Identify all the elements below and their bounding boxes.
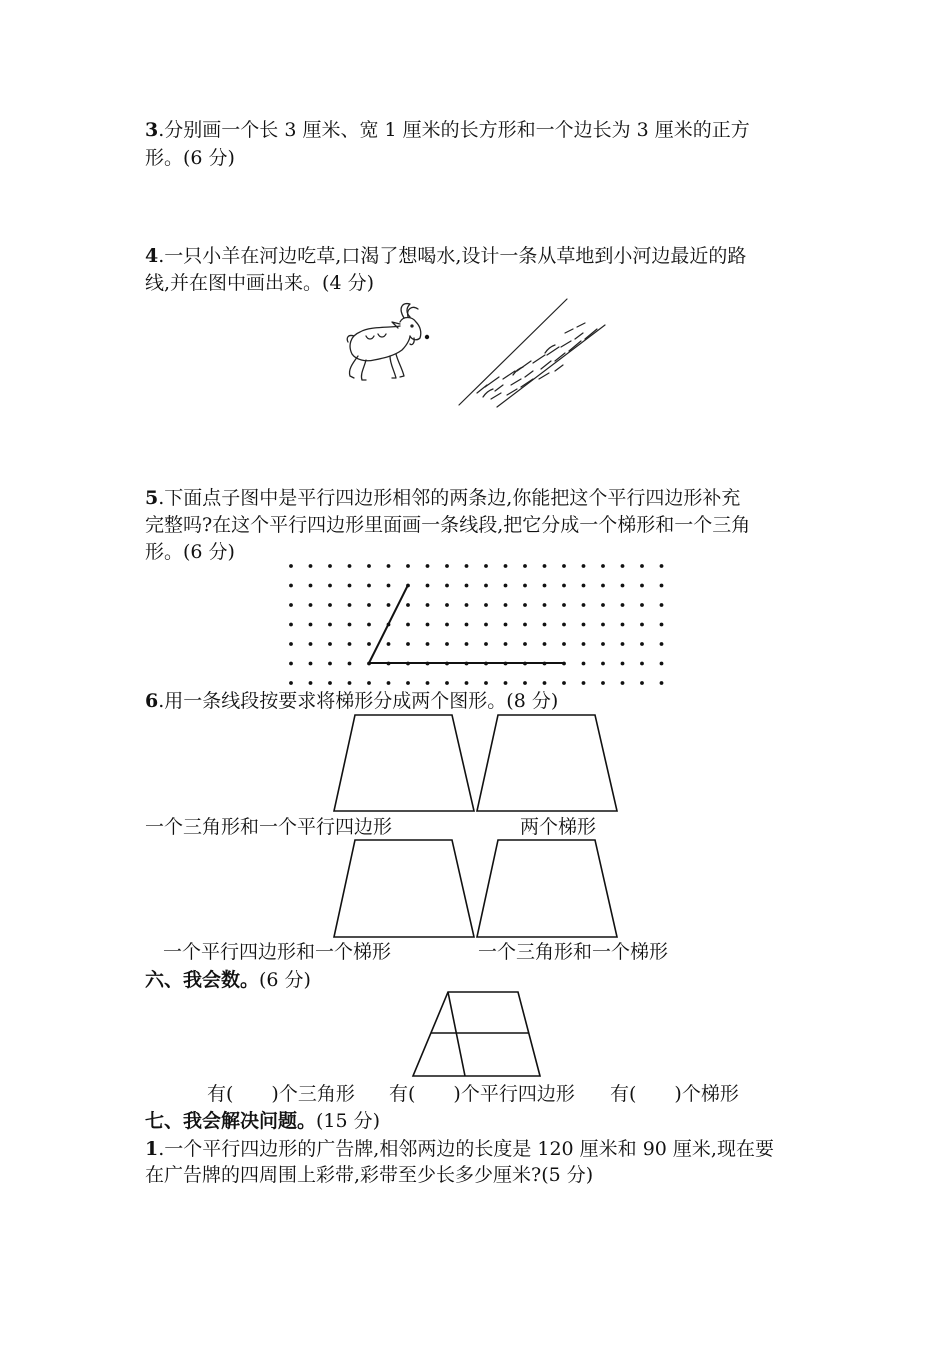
grid-dot — [387, 584, 391, 588]
grid-dot — [328, 564, 332, 568]
q6-label-1: 一个三角形和一个平行四边形 — [145, 816, 393, 838]
q6-label-2: 两个梯形 — [520, 816, 597, 838]
count-parallelograms: 有( )个平行四边形 — [389, 1083, 575, 1105]
grid-dot — [348, 681, 352, 685]
q5-line1: 5.下面点子图中是平行四边形相邻的两条边,你能把这个平行四边形补充 — [145, 487, 741, 509]
q4-line1: 4.一只小羊在河边吃草,口渴了想喝水,设计一条从草地到小河边最近的路 — [145, 245, 747, 267]
section7-heading: 七、我会解决问题。(15 分) — [145, 1110, 381, 1132]
grid-dot — [348, 662, 352, 666]
grid-dot — [289, 623, 293, 627]
grid-dot — [484, 564, 488, 568]
grid-dot — [328, 681, 332, 685]
grid-dot — [445, 681, 449, 685]
grid-dot — [601, 642, 605, 646]
grid-dot — [660, 642, 664, 646]
grid-dot — [621, 662, 625, 666]
grid-dot — [582, 681, 586, 685]
grid-dot — [543, 642, 547, 646]
grid-dot — [504, 584, 508, 588]
grid-dot — [621, 603, 625, 607]
grid-dot — [562, 623, 566, 627]
grid-dot — [348, 603, 352, 607]
parallelogram-slant-side — [369, 585, 408, 663]
grid-dot — [543, 681, 547, 685]
grid-dot — [328, 662, 332, 666]
river-illustration — [455, 295, 610, 410]
trapezoid-1 — [333, 714, 476, 812]
grid-dot — [601, 623, 605, 627]
grid-dot — [484, 642, 488, 646]
grid-dot — [426, 584, 430, 588]
grid-dot — [562, 564, 566, 568]
grid-dot — [426, 564, 430, 568]
grid-dot — [289, 584, 293, 588]
count-trapezoids: 有( )个梯形 — [610, 1083, 739, 1105]
grid-dot — [484, 681, 488, 685]
grid-dot — [543, 584, 547, 588]
grid-dot — [367, 642, 371, 646]
s7-q1-line2: 在广告牌的四周围上彩带,彩带至少长多少厘米?(5 分) — [145, 1164, 594, 1186]
grid-dot — [523, 584, 527, 588]
grid-dot — [523, 603, 527, 607]
grid-dot — [309, 642, 313, 646]
grid-dot — [660, 603, 664, 607]
grid-dot — [289, 642, 293, 646]
grid-dot — [309, 623, 313, 627]
grid-dot — [660, 662, 664, 666]
grid-dot — [465, 681, 469, 685]
grid-dot — [406, 623, 410, 627]
grid-dot — [445, 623, 449, 627]
grid-dot — [660, 623, 664, 627]
grid-dot — [660, 564, 664, 568]
grid-dot — [387, 564, 391, 568]
grid-dot — [640, 603, 644, 607]
grid-dot — [582, 584, 586, 588]
grid-dot — [289, 681, 293, 685]
grid-dot — [289, 564, 293, 568]
grid-dot — [367, 564, 371, 568]
grid-dot — [523, 642, 527, 646]
goat-illustration — [340, 300, 440, 385]
grid-dot — [640, 681, 644, 685]
grid-dot — [445, 642, 449, 646]
goat-point — [425, 335, 429, 339]
grid-dot — [562, 603, 566, 607]
grid-dot — [426, 642, 430, 646]
grid-dot — [309, 662, 313, 666]
grid-dot — [328, 584, 332, 588]
q6-line1: 6.用一条线段按要求将梯形分成两个图形。(8 分) — [145, 690, 559, 712]
q6-label-3: 一个平行四边形和一个梯形 — [163, 941, 392, 963]
grid-dot — [621, 681, 625, 685]
grid-dot — [582, 564, 586, 568]
grid-dot — [445, 603, 449, 607]
grid-dot — [543, 603, 547, 607]
q5-line2: 完整吗?在这个平行四边形里面画一条线段,把它分成一个梯形和一个三角 — [145, 514, 751, 536]
grid-dot — [465, 623, 469, 627]
grid-dot — [289, 603, 293, 607]
grid-dot — [465, 584, 469, 588]
q3-line2: 形。(6 分) — [145, 147, 235, 169]
grid-dot — [406, 603, 410, 607]
grid-dot — [406, 564, 410, 568]
grid-dot — [445, 564, 449, 568]
grid-dot — [465, 564, 469, 568]
grid-dot — [367, 603, 371, 607]
grid-dot — [523, 564, 527, 568]
section6-heading: 六、我会数。(6 分) — [145, 969, 311, 991]
grid-dot — [640, 623, 644, 627]
grid-dot — [465, 603, 469, 607]
grid-dot — [582, 642, 586, 646]
grid-dot — [640, 584, 644, 588]
grid-dot — [601, 681, 605, 685]
grid-dot — [640, 564, 644, 568]
grid-dot — [367, 584, 371, 588]
grid-dot — [562, 642, 566, 646]
grid-dot — [348, 564, 352, 568]
trapezoid-4 — [476, 839, 619, 938]
grid-dot — [445, 584, 449, 588]
grid-dot — [504, 681, 508, 685]
grid-dot — [426, 603, 430, 607]
grid-dot — [289, 662, 293, 666]
grid-dot — [582, 603, 586, 607]
grid-dot — [640, 662, 644, 666]
grid-dot — [406, 642, 410, 646]
grid-dot — [348, 642, 352, 646]
grid-dot — [387, 681, 391, 685]
grid-dot — [621, 642, 625, 646]
counting-figure — [412, 991, 542, 1077]
grid-dot — [523, 623, 527, 627]
grid-dot — [601, 564, 605, 568]
grid-dot — [582, 623, 586, 627]
grid-dot — [484, 584, 488, 588]
s7-q1-line1: 1.一个平行四边形的广告牌,相邻两边的长度是 120 厘米和 90 厘米,现在要 — [145, 1138, 774, 1160]
grid-dot — [601, 584, 605, 588]
count-triangles: 有( )个三角形 — [207, 1083, 355, 1105]
grid-dot — [387, 603, 391, 607]
grid-dot — [562, 681, 566, 685]
grid-dot — [621, 623, 625, 627]
trapezoid-3 — [333, 839, 476, 938]
grid-dot — [621, 584, 625, 588]
q4-line2: 线,并在图中画出来。(4 分) — [145, 272, 374, 294]
grid-dot — [309, 603, 313, 607]
grid-dot — [504, 564, 508, 568]
grid-dot — [406, 681, 410, 685]
q3-line1: 3.分别画一个长 3 厘米、宽 1 厘米的长方形和一个边长为 3 厘米的正方 — [145, 119, 750, 141]
grid-dot — [543, 623, 547, 627]
grid-dot — [562, 584, 566, 588]
grid-dot — [504, 603, 508, 607]
grid-dot — [543, 564, 547, 568]
grid-dot — [582, 662, 586, 666]
trapezoid-2 — [476, 714, 619, 812]
grid-dot — [465, 642, 469, 646]
grid-dot — [309, 564, 313, 568]
q5-line3: 形。(6 分) — [145, 541, 235, 563]
grid-dot — [660, 681, 664, 685]
grid-dot — [387, 642, 391, 646]
grid-dot — [504, 623, 508, 627]
grid-dot — [621, 564, 625, 568]
grid-dot — [348, 623, 352, 627]
grid-dot — [426, 681, 430, 685]
grid-dot — [484, 623, 488, 627]
grid-dot — [328, 623, 332, 627]
q6-label-4: 一个三角形和一个梯形 — [478, 941, 669, 963]
grid-dot — [484, 603, 488, 607]
grid-dot — [309, 681, 313, 685]
grid-dot — [601, 662, 605, 666]
grid-dot — [426, 623, 430, 627]
grid-dot — [660, 584, 664, 588]
grid-dot — [367, 681, 371, 685]
grid-dot — [504, 642, 508, 646]
grid-dot — [367, 623, 371, 627]
grid-dot — [328, 642, 332, 646]
grid-dot — [328, 603, 332, 607]
grid-dot — [640, 642, 644, 646]
dot-grid — [280, 556, 672, 690]
grid-dot — [523, 681, 527, 685]
grid-dot — [309, 584, 313, 588]
grid-dot — [348, 584, 352, 588]
grid-dot — [601, 603, 605, 607]
